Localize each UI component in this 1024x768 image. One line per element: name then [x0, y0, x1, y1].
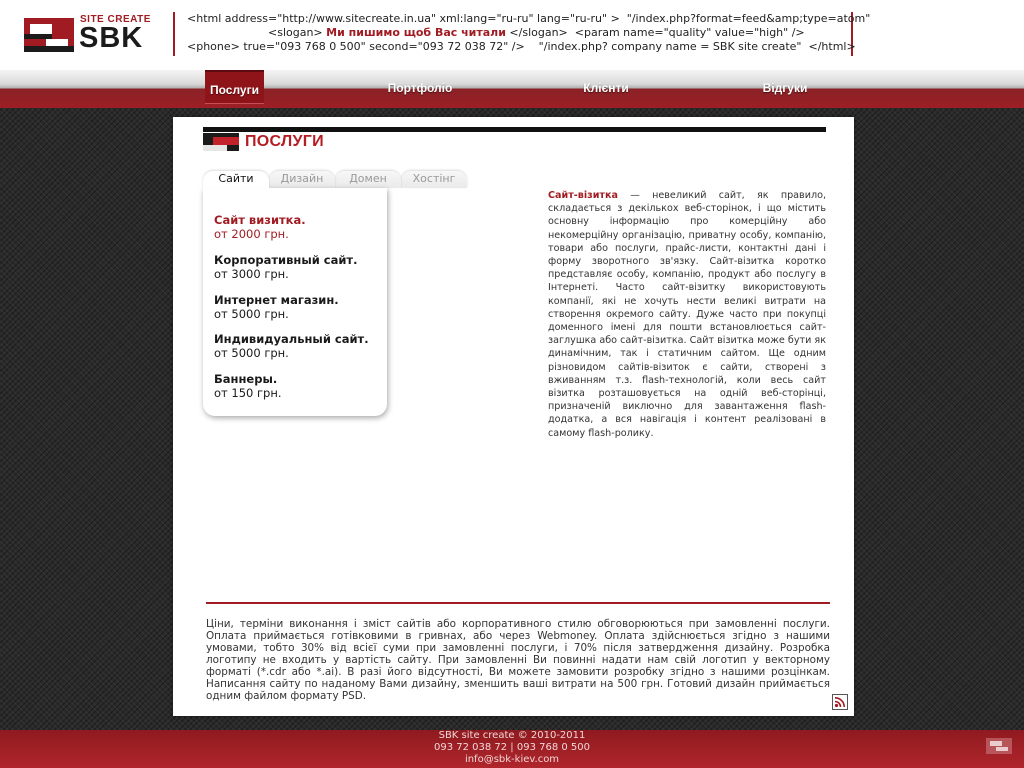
logo-text: SBK: [79, 22, 144, 54]
nav-item-portfolio[interactable]: Портфоліо: [387, 81, 453, 95]
footer-phones: 093 72 038 72 | 093 768 0 500: [433, 742, 591, 753]
rss-icon[interactable]: [832, 694, 848, 710]
footer-contacts: [0, 730, 1024, 766]
footer-logo-icon: [986, 738, 1012, 754]
header: [0, 0, 1024, 70]
site-logo[interactable]: [24, 14, 156, 54]
slogan-text: Ми пишимо щоб Вас читали: [326, 26, 506, 39]
footer-copyright: SBK site create © 2010-2011: [438, 730, 586, 741]
price-item-name: Интернет магазин.: [214, 293, 339, 307]
price-item-name: Корпоративный сайт.: [214, 253, 358, 267]
price-item-name: Сайт визитка.: [214, 213, 306, 227]
nav-item-services[interactable]: Послуги: [205, 70, 264, 104]
section-title: ПОСЛУГИ: [245, 133, 324, 150]
main-navigation: [0, 70, 1024, 108]
nav-item-clients[interactable]: Клієнти: [583, 81, 629, 95]
description-text: — невеликий сайт, як правило, складається з декількох веб-сторінок, і що містить основну інформацію про комерційну або некомерційну організацію, приватну особу, компанію, товари або послуги, прайс-листи, контактні дані і форму зворотного зв'язку. Сайт-візитка коротко представляє особу, компанію, продукт або послугу в Інтернеті. Часто сайт-візитку використовують компанії, які не хочуть нести великі витрати на створення окремого сайту. Дуже часто при покупці доменного імені для пошти встановлюється сайт-заглушка або сайт-візитка. Сайт візитка може бути як динамічним, так і статичним сайтом. Ще одним різновидом сайтів-візиток є сайти, створені з вживанням т.з. flash-технологій, коли весь сайт візитка розташовується на одній веб-сторінці, призначеній виключно для завантаження flash-додатка, а вся навігація і контент реалізовані в самому flash-ролику.: [548, 190, 826, 439]
price-item-value: от 3000 грн.: [214, 267, 289, 281]
price-item-name: Баннеры.: [214, 372, 278, 386]
content-panel: [173, 117, 854, 716]
price-list: [203, 188, 387, 416]
tab-hosting[interactable]: Хостінг: [401, 171, 467, 188]
description-lead: Сайт-візитка: [548, 190, 618, 201]
price-item: [214, 213, 306, 241]
header-divider-left: [173, 12, 175, 56]
price-item-value: от 150 грн.: [214, 386, 282, 400]
price-item-value: от 2000 грн.: [214, 227, 289, 241]
price-item: [214, 253, 357, 281]
sbk-logo-icon: [24, 18, 74, 52]
header-code-line-2: [268, 26, 805, 40]
header-code-line-3: <phone> true="093 768 0 500" second="093 72 038 72" /> "/index.php? company name = SBK site create" </html>: [187, 40, 856, 53]
panel-top-bar: [203, 127, 826, 132]
footer-email[interactable]: info@sbk-kiev.com: [464, 754, 560, 765]
slogan-tag-open: <slogan>: [268, 26, 323, 39]
price-item: [214, 293, 339, 321]
price-item-value: от 5000 грн.: [214, 346, 289, 360]
price-item: [214, 372, 282, 400]
slogan-tag-close: </slogan> <param name="quality" value="high" />: [509, 26, 805, 39]
service-description: [548, 189, 826, 440]
price-item-value: от 5000 грн.: [214, 307, 289, 321]
tab-design[interactable]: Дизайн: [269, 171, 335, 188]
price-item-name: Индивидуальный сайт.: [214, 332, 369, 346]
section-icon: [203, 133, 239, 151]
logo-tagline: SITE CREATE: [80, 14, 151, 25]
header-code-line-1: <html address="http://www.sitecreate.in.ua" xml:lang="ru-ru" lang="ru-ru" > "/index.php?format=feed&amp;type=atom": [187, 12, 871, 25]
nav-item-reviews[interactable]: Відгуки: [762, 81, 808, 95]
tab-sites[interactable]: Сайти: [203, 171, 269, 188]
price-item: [214, 332, 369, 360]
notes-divider: [206, 602, 830, 604]
tab-domain[interactable]: Домен: [335, 171, 401, 188]
terms-notes: Ціни, терміни виконання і зміст сайтів або корпоративного стилю обговорюються при замовленні послуги. Оплата приймається готівковими в гривнах, або через Webmoney. Оплата здійснюється згідно з нашими умовами, тобто 30% від всієї суми при замовленні послуги, і 70% після затвердження дизайну. Розробка логотипу не входить у вартість сайту. При замовленні Ви повинні надати нам свій логотип у векторному форматі (*.cdr або *.ai). В разі його відсутності, Ви можете замовити розробку згідно з нашими розцінкам. Написання сайту по наданому Вами дизайну, зменшить ваші витрати на 500 грн. Готовий дизайн приймається одним файлом формату PSD.: [206, 618, 830, 702]
